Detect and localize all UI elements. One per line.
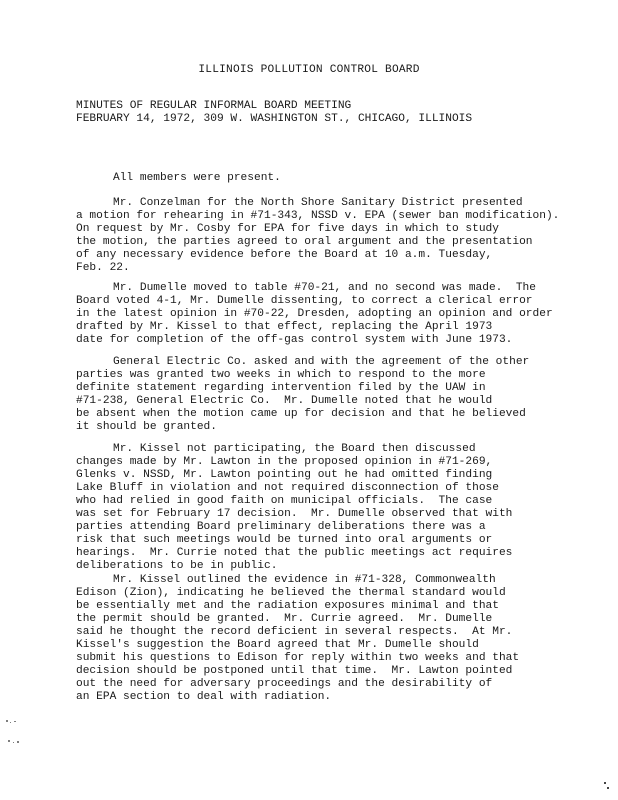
paragraph-line: of any necessary evidence before the Board at 10 a.m. Tuesday, [76, 249, 493, 261]
paragraph-line: Mr. Dumelle moved to table #70-21, and no second was made. The [113, 282, 536, 294]
paragraph-line: be absent when the motion came up for decision and that he believed [76, 408, 526, 420]
paragraph-line: who had relied in good faith on municipal officials. The case [76, 495, 493, 507]
paragraph-line: submit his questions to Edison for reply within two weeks and that [76, 652, 520, 664]
paragraph-line: Glenks v. NSSD, Mr. Lawton pointing out he had omitted finding [76, 469, 493, 481]
paragraph-line: the motion, the parties agreed to oral argument and the presentation [76, 236, 533, 248]
paragraph-line: changes made by Mr. Lawton in the proposed opinion in #71-269, [76, 456, 493, 468]
paragraph-general-electric [76, 356, 606, 434]
paragraph-line: said he thought the record deficient in several respects. At Mr. [76, 626, 513, 638]
meeting-heading [76, 100, 472, 126]
paragraph-line: On request by Mr. Cosby for EPA for five days in which to study [76, 223, 499, 235]
paragraph-line: was set for February 17 decision. Mr. Dumelle observed that with [76, 508, 513, 520]
paragraph-line: Mr. Conzelman for the North Shore Sanitary District presented [113, 197, 523, 209]
paragraph-nssd-motion [76, 197, 606, 275]
paragraph-line: Edison (Zion), indicating he believed the thermal standard would [76, 587, 506, 599]
heading-line: MINUTES OF REGULAR INFORMAL BOARD MEETING [76, 100, 352, 112]
paragraph-line: an EPA section to deal with radiation. [76, 691, 332, 703]
paragraph-line: hearings. Mr. Currie noted that the public meetings act requires [76, 547, 513, 559]
paragraph-line: definite statement regarding intervention filed by the UAW in [76, 382, 486, 394]
paragraph-line: All members were present. [113, 172, 281, 184]
paragraph-line: parties was granted two weeks in which to respond to the more [76, 369, 486, 381]
paragraph-line: be essentially met and the radiation exposures minimal and that [76, 600, 499, 612]
paragraph-line: Lake Bluff in violation and not required disconnection of those [76, 482, 499, 494]
paragraph-glenks-nssd [76, 443, 606, 573]
heading-line: FEBRUARY 14, 1972, 309 W. WASHINGTON ST., CHICAGO, ILLINOIS [76, 113, 473, 125]
paragraph-attendance [76, 172, 606, 185]
paragraph-line: General Electric Co. asked and with the agreement of the other [113, 356, 530, 368]
paragraph-line: Kissel's suggestion the Board agreed that Mr. Dumelle should [76, 639, 479, 651]
paragraph-line: Feb. 22. [76, 262, 130, 274]
paragraph-line: out the need for adversary proceedings and the desirability of [76, 678, 493, 690]
paragraph-line: drafted by Mr. Kissel to that effect, replacing the April 1973 [76, 321, 493, 333]
paragraph-line: in the latest opinion in #70-22, Dresden, adopting an opinion and order [76, 308, 553, 320]
paragraph-dresden [76, 282, 606, 347]
paragraph-line: risk that such meetings would be turned into oral arguments or [76, 534, 493, 546]
scan-speckle-marks [4, 718, 24, 748]
paragraph-line: the permit should be granted. Mr. Currie agreed. Mr. Dumelle [76, 613, 493, 625]
paragraph-line: it should be granted. [76, 421, 217, 433]
paragraph-line: decision should be postponed until that time. Mr. Lawton pointed [76, 665, 513, 677]
scan-corner-mark [604, 782, 610, 790]
paragraph-line: a motion for rehearing in #71-343, NSSD v. EPA (sewer ban modification). [76, 210, 560, 222]
paragraph-line: #71-238, General Electric Co. Mr. Dumelle noted that he would [76, 395, 493, 407]
paragraph-line: Mr. Kissel outlined the evidence in #71-328, Commonwealth [113, 574, 496, 586]
paragraph-line: Mr. Kissel not participating, the Board then discussed [113, 443, 476, 455]
paragraph-commonwealth-edison [76, 574, 606, 704]
paragraph-line: parties attending Board preliminary deliberations there was a [76, 521, 486, 533]
paragraph-line: deliberations to be in public. [76, 560, 278, 572]
paragraph-line: date for completion of the off-gas control system with June 1973. [76, 334, 513, 346]
document-title: ILLINOIS POLLUTION CONTROL BOARD [198, 64, 420, 76]
paragraph-line: Board voted 4-1, Mr. Dumelle dissenting, to correct a clerical error [76, 295, 533, 307]
